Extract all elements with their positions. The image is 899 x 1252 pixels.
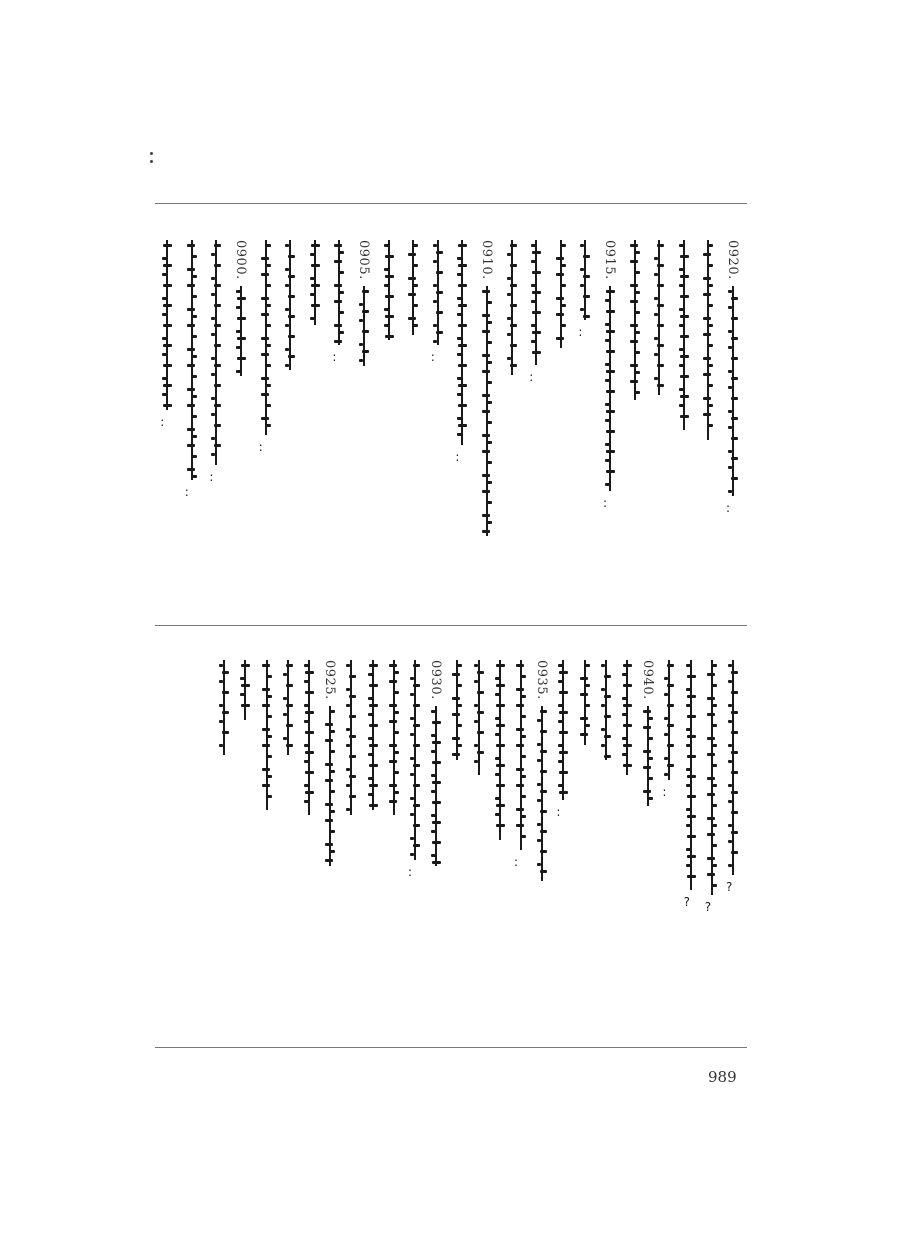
- bottom-rule: [155, 1047, 747, 1048]
- script-glyphs: [240, 660, 250, 720]
- script-glyphs: [558, 660, 568, 800]
- script-glyphs: [630, 240, 640, 400]
- verse-number: 0925.: [322, 660, 338, 700]
- script-glyphs: [507, 240, 517, 375]
- script-glyphs: [384, 240, 394, 340]
- script-glyphs: [707, 660, 717, 895]
- script-glyphs: [654, 240, 664, 395]
- script-glyphs: [728, 660, 738, 875]
- script-glyphs: [605, 286, 615, 491]
- script-glyphs: [664, 660, 674, 780]
- verse-number: 0915.: [602, 240, 617, 280]
- script-glyphs: [236, 286, 246, 376]
- script-glyphs: [408, 240, 418, 335]
- script-glyphs: [368, 660, 378, 810]
- script-glyphs: [516, 660, 526, 850]
- script-glyphs: [556, 240, 566, 348]
- verse-number: 0935.: [534, 660, 550, 700]
- script-glyphs: [433, 240, 443, 345]
- script-glyphs: [389, 660, 399, 815]
- punctuation-mark: ?: [726, 880, 733, 894]
- punctuation-mark: :: [578, 325, 583, 339]
- punctuation-mark: :: [529, 370, 534, 384]
- script-glyphs: [601, 660, 611, 760]
- script-glyphs: [334, 240, 344, 345]
- punctuation-mark: :: [455, 450, 460, 464]
- punctuation-mark: :: [209, 470, 214, 484]
- script-glyphs: [310, 240, 320, 325]
- punctuation-mark: :: [603, 496, 608, 510]
- script-glyphs: [285, 240, 295, 370]
- verse-number: 0930.: [428, 660, 444, 700]
- punctuation-mark: ?: [683, 895, 690, 909]
- script-glyphs: [283, 660, 293, 755]
- punctuation-mark: :: [556, 805, 561, 819]
- script-glyphs: [325, 706, 335, 866]
- verse-number: 0920.: [725, 240, 740, 280]
- script-glyphs: [219, 660, 229, 755]
- script-glyphs: [162, 240, 172, 410]
- verse-number: 0900.: [233, 240, 248, 280]
- punctuation-mark: :: [332, 350, 337, 364]
- script-glyphs: [457, 240, 467, 445]
- script-glyphs: [580, 240, 590, 320]
- punctuation-mark: :: [258, 440, 263, 454]
- script-glyphs: [531, 240, 541, 365]
- script-glyphs: [261, 240, 271, 435]
- punctuation-mark: :: [430, 350, 435, 364]
- script-glyphs: [431, 706, 441, 866]
- script-glyphs: [679, 240, 689, 430]
- script-glyphs: [495, 660, 505, 840]
- verse-number: 0905.: [356, 240, 371, 280]
- page-number: 989: [708, 1068, 737, 1086]
- punctuation-mark: :: [184, 485, 189, 499]
- script-glyphs: [474, 660, 484, 775]
- script-glyphs: [728, 286, 738, 496]
- script-glyphs: [187, 240, 197, 480]
- punctuation-mark: :: [408, 865, 413, 879]
- upper-text-block: [150, 240, 750, 600]
- corner-mark: [150, 152, 153, 164]
- script-glyphs: [537, 706, 547, 881]
- lower-text-block: [150, 660, 750, 1030]
- punctuation-mark: :: [160, 415, 165, 429]
- script-glyphs: [211, 240, 221, 465]
- script-glyphs: [410, 660, 420, 860]
- script-glyphs: [304, 660, 314, 815]
- script-glyphs: [359, 286, 369, 366]
- punctuation-mark: :: [726, 501, 731, 515]
- script-glyphs: [622, 660, 632, 775]
- middle-rule: [155, 625, 747, 626]
- script-glyphs: [262, 660, 272, 810]
- verse-number: 0940.: [640, 660, 656, 700]
- script-glyphs: [580, 660, 590, 745]
- script-glyphs: [686, 660, 696, 890]
- punctuation-mark: :: [662, 785, 667, 799]
- punctuation-mark: ?: [704, 900, 712, 914]
- verse-number: 0910.: [479, 240, 494, 280]
- script-glyphs: [482, 286, 492, 536]
- script-glyphs: [346, 660, 356, 815]
- script-glyphs: [643, 706, 653, 806]
- script-glyphs: [703, 240, 713, 440]
- top-rule: [155, 203, 747, 204]
- script-glyphs: [452, 660, 462, 760]
- punctuation-mark: :: [514, 855, 519, 869]
